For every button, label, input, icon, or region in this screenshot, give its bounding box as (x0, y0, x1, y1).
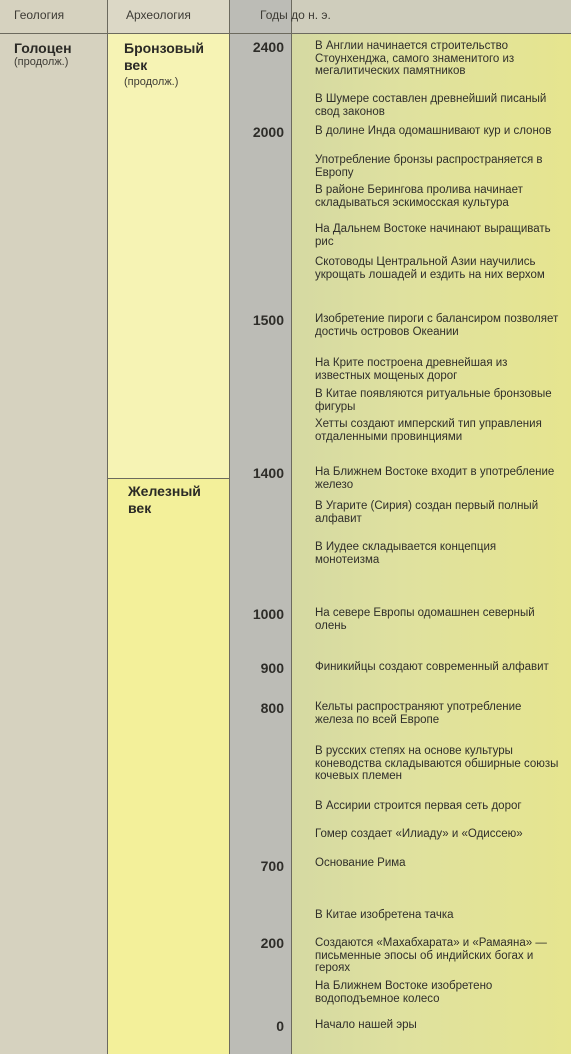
archaeology-header: Археология (126, 8, 191, 22)
event-text: В Англии начинается строительство Стоунхенджа, самого знаменитого из мегалитических памятников (315, 40, 515, 77)
geology-period (14, 40, 72, 68)
event-text: В русских степях на основе культуры коневодства складываются обширные союзы кочевых племен (315, 745, 559, 782)
event-text: На севере Европы одомашнен северный олень (315, 607, 535, 632)
year-label: 1500 (252, 312, 284, 328)
geology-period-note: (продолж.) (14, 56, 69, 68)
iron-age-label (128, 483, 228, 517)
years-header: Годы до н. э. (260, 8, 331, 22)
year-label: 1000 (252, 606, 284, 622)
iron-age-name-1: Железный (128, 483, 201, 499)
event-text: Кельты распространяют употребление железа по всей Европе (315, 701, 522, 726)
event-text: Скотоводы Центральной Азии научились укрощать лошадей и ездить на них верхом (315, 256, 545, 281)
event-text: В Китае изобретена тачка (315, 909, 454, 921)
event-text: В Ассирии строится первая сеть дорог (315, 800, 522, 812)
bronze-age-name-1: Бронзовый (124, 40, 204, 56)
events-header-bg (291, 0, 571, 33)
event-text: Употребление бронзы распространяется в Европу (315, 154, 543, 179)
bronze-age-name-2: век (124, 57, 148, 73)
event-text: Изобретение пироги с балансиром позволяет достичь островов Океании (315, 313, 559, 338)
year-label: 0 (276, 1018, 284, 1034)
event-text: В районе Берингова пролива начинает складываться эскимосская культура (315, 184, 523, 209)
year-label: 900 (260, 660, 284, 676)
event-text: На Дальнем Востоке начинают выращивать рис (315, 223, 551, 248)
year-label: 2000 (252, 124, 284, 140)
event-text: Хетты создают имперский тип управления отдаленными провинциями (315, 418, 542, 443)
year-label: 700 (260, 858, 284, 874)
event-text: Начало нашей эры (315, 1019, 417, 1031)
years-column (229, 0, 291, 1054)
geology-header: Геология (14, 8, 65, 22)
event-text: В Угарите (Сирия) создан первый полный алфавит (315, 500, 539, 525)
iron-age-name-2: век (128, 500, 152, 516)
divider (107, 0, 108, 1054)
event-text: Создаются «Махабхарата» и «Рамаяна» — письменные эпосы об индийских богах и героях (315, 937, 547, 974)
year-label: 1400 (252, 465, 284, 481)
iron-age-band (108, 478, 229, 1054)
event-text: Основание Рима (315, 857, 406, 869)
event-text: В Китае появляются ритуальные бронзовые фигуры (315, 388, 552, 413)
event-text: На Ближнем Востоке входит в употребление железо (315, 466, 555, 491)
event-text: Гомер создает «Илиаду» и «Одиссею» (315, 828, 523, 840)
header-rule (0, 33, 571, 34)
iron-age-rule (108, 478, 229, 479)
geology-column (0, 0, 108, 1054)
event-text: В Иудее складывается концепция монотеизма (315, 541, 497, 566)
year-label: 200 (260, 935, 284, 951)
bronze-age-label (124, 40, 224, 91)
event-text: На Ближнем Востоке изобретено водоподъемное колесо (315, 980, 493, 1005)
event-text: Финикийцы создают современный алфавит (315, 661, 549, 673)
geology-period-name: Голоцен (14, 40, 72, 56)
event-text: На Крите построена древнейшая из известных мощеных дорог (315, 357, 508, 382)
year-label: 800 (260, 700, 284, 716)
event-text: В Шумере составлен древнейший писаный свод законов (315, 93, 547, 118)
bronze-age-note: (продолж.) (124, 76, 179, 88)
event-text: В долине Инда одомашнивают кур и слонов (315, 125, 552, 137)
divider (291, 0, 292, 1054)
bronze-age-band (108, 33, 229, 478)
year-label: 2400 (252, 39, 284, 55)
divider (229, 0, 230, 1054)
